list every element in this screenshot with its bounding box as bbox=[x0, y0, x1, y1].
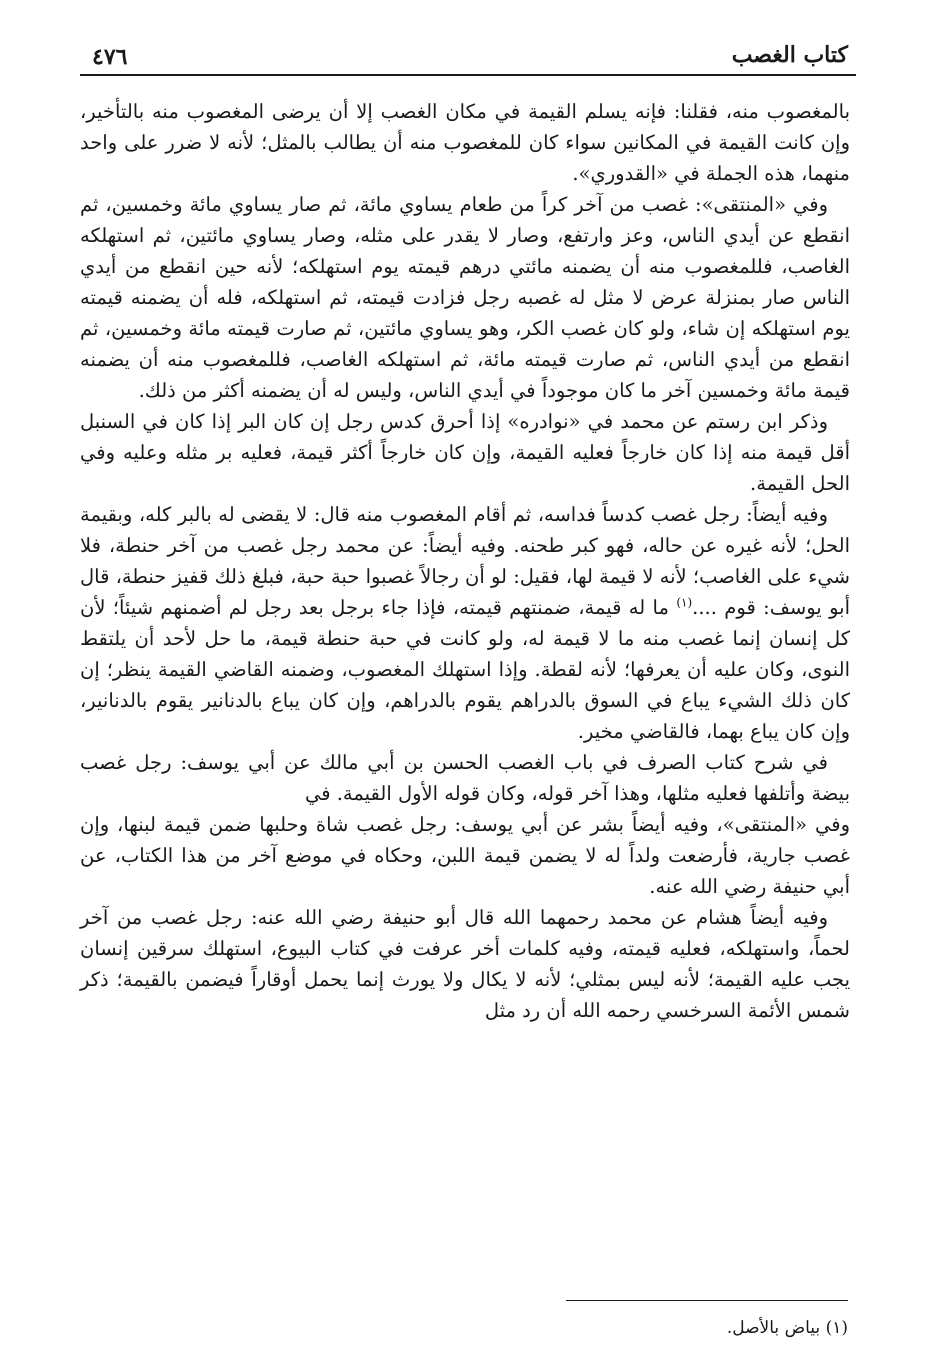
running-header bbox=[80, 40, 856, 76]
body-text bbox=[80, 96, 850, 1026]
paragraph-4-part-2: ما له قيمة، ضمنتهم قيمته، فإذا جاء برجل بعد رجل لم أضمنهم شيئاً؛ لأن كل إنسان إنما غصب منه ما لا قيمة له، ولو كانت في حبة حنطة قيمة، ما حل لأحد أن يلتقط النوى، وكان عليه أن يعرفها؛ لأنه لقطة. وإذا استهلك المغصوب، وضمنه القاضي القيمة ينظر؛ إن كان ذلك الشيء يباع في السوق بالدراهم يقوم بالدراهم، وإن كان يباع بالدنانير يقوم بالدنانير، وإن كان يباع بهما، فالقاضي مخير. bbox=[80, 596, 850, 743]
paragraph-3: وذكر ابن رستم عن محمد في «نوادره» إذا أحرق كدس رجل إن كان البر إذا كان في السنبل أقل قيمة منه إذا كان خارجاً فعليه القيمة، وإن كان خارجاً أكثر قيمة، فعليه بر مثله وعليه وفي الحل القيمة. bbox=[80, 410, 850, 495]
footnote-text: بياض بالأصل. bbox=[726, 1318, 821, 1338]
paragraph-4 bbox=[80, 499, 850, 747]
footnote bbox=[448, 1318, 848, 1338]
paragraph-6: وفي «المنتقى»، وفيه أيضاً بشر عن أبي يوسف: رجل غصب شاة وحلبها ضمن قيمة لبنها، وإن غصب جارية، فأرضعت ولداً له لا يضمن قيمة اللبن، وحكاه في موضع آخر من هذا الكتاب، عن أبي حنيفة رضي الله عنه. bbox=[80, 813, 850, 898]
paragraph-4-part-1: وفيه أيضاً: رجل غصب كدساً فداسه، ثم أقام المغصوب منه قال: لا يقضى له بالبر كله، وبقيمة الحل؛ لأنه غيره عن حاله، فهو كبر طحنه. وفيه أيضاً: عن محمد رجل غصب من آخر حنطة، فلا شيء على الغاصب؛ لأنه لا قيمة لها، فقيل: لو أن رجالاً غصبوا حبة حبة، فبلغ ذلك قفيز حنطة، قال أبو يوسف: قوم .... bbox=[80, 503, 851, 619]
paragraph-7: وفيه أيضاً هشام عن محمد رحمهما الله قال أبو حنيفة رضي الله عنه: رجل غصب من آخر لحماً، واستهلكه، فعليه قيمته، وفيه كلمات أخر عرفت في كتاب البيوع، استهلك سرقين إنسان يجب عليه القيمة؛ لأنه ليس بمثلي؛ لأنه لا يكال ولا يورث إنما يحمل أوقاراً فيضمن بالقيمة؛ ذكر شمس الأئمة السرخسي رحمه الله أن رد مثل bbox=[80, 906, 850, 1022]
footnote-reference[interactable]: (١) bbox=[676, 595, 693, 610]
paragraph-1: بالمغصوب منه، فقلنا: فإنه يسلم القيمة في مكان الغصب إلا أن يرضى المغصوب منه بالتأخير، وإن كانت القيمة في المكانين سواء كان للمغصوب منه أن يطالب بالمثل؛ لأنه لا ضرر على واحد منهما، هذه الجملة في «القدوري». bbox=[80, 100, 850, 185]
page-number: ٤٧٦ bbox=[92, 44, 128, 70]
footnote-separator bbox=[566, 1300, 848, 1301]
book-title: كتاب الغصب bbox=[731, 42, 848, 68]
paragraph-2: وفي «المنتقى»: غصب من آخر كراً من طعام يساوي مائة، ثم صار يساوي مائة وخمسين، ثم انقطع عن أيدي الناس، وعز وارتفع، وصار لا يقدر على مثله، وصار يساوي مائتين، ثم استهلكه الغاصب، فللمغصوب منه أن يضمنه مائتي درهم قيمته يوم استهلكه؛ لأنه حين انقطع من أيدي الناس صار بمنزلة عرض لا مثل له غصبه رجل فزادت قيمته، ثم استهلكه، فله أن يضمنه قيمته يوم استهلكه إن شاء، ولو كان غصب الكر، وهو يساوي مائتين، ثم صارت قيمته مائة وخمسين، ثم انقطع من أيدي الناس، ثم صارت قيمته مائة، ثم استهلكه الغاصب، فللمغصوب منه أن يضمنه قيمة مائة وخمسين آخر ما كان موجوداً في أيدي الناس، وليس له أن يضمنه أكثر من ذلك. bbox=[80, 193, 850, 402]
paragraph-5: في شرح كتاب الصرف في باب الغصب الحسن بن أبي مالك عن أبي يوسف: رجل غصب بيضة وأتلفها فعليه مثلها، وهذا آخر قوله، وكان قوله الأول القيمة. في bbox=[80, 751, 850, 805]
footnote-marker: (١) bbox=[825, 1318, 848, 1338]
